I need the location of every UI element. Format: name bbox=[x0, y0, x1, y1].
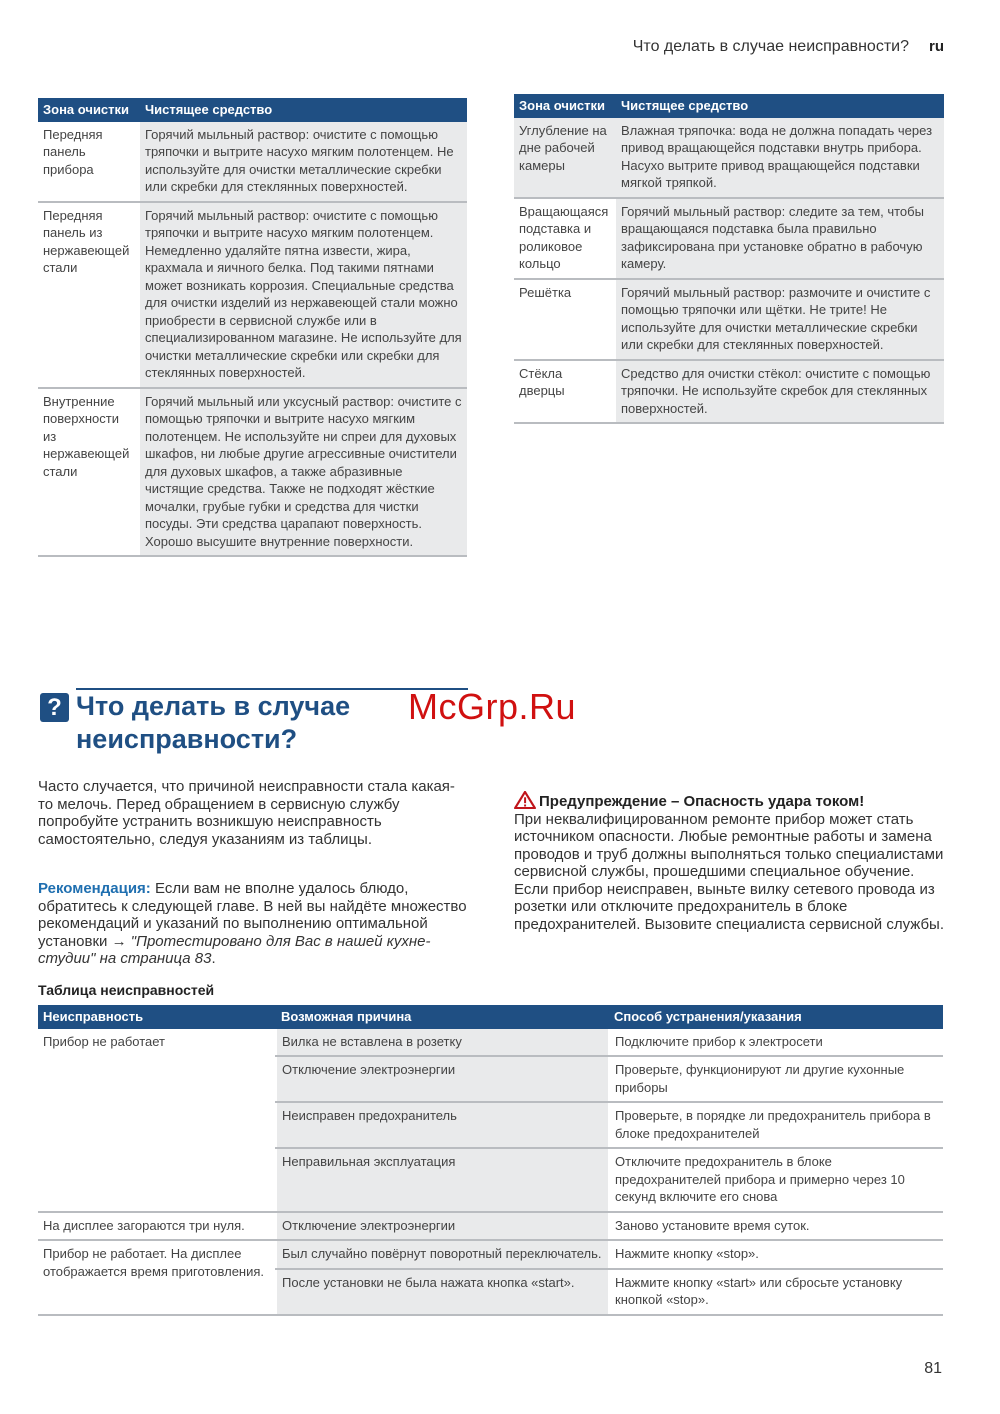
agent-cell: Влажная тряпочка: вода не должна попадать через привод вращающейся подставки внутрь прибора. Насухо вытрите привод вращающейся подставки мягкой тряпкой. bbox=[616, 118, 944, 198]
cause-cell: Неправильная эксплуатация bbox=[276, 1148, 609, 1212]
table-row bbox=[514, 118, 944, 198]
recommendation-end: . bbox=[211, 950, 216, 967]
arrow-icon: → bbox=[111, 932, 127, 950]
column-header-cause: Возможная причина bbox=[276, 1005, 609, 1029]
cause-cell: Неисправен предохранитель bbox=[276, 1102, 609, 1148]
column-header-problem: Неисправность bbox=[38, 1005, 276, 1029]
agent-cell: Горячий мыльный раствор: очистите с помощью тряпочки и вытрите насухо мягким полотенцем. Немедленно удаляйте пятна извести, жира, крахмала и яичного белка. Под такими пятнами может возникать коррозия. Специальные средства для очистки изделий из нержавеющей стали можно приобрести в сервисной службе или в специализированном магазине. Не используйте для очистки металлические скребки или скребки для стеклянных поверхностей. bbox=[140, 202, 467, 388]
problem-cell: На дисплее загораются три нуля. bbox=[38, 1212, 276, 1241]
table-row bbox=[514, 279, 944, 360]
warning-title: Предупреждение – Опасность удара током! bbox=[539, 793, 865, 810]
column-header-agent: Чистящее средство bbox=[140, 98, 467, 122]
cause-cell: Вилка не вставлена в розетку bbox=[276, 1029, 609, 1057]
zone-cell: Внутренние поверхности из нержавеющей стали bbox=[38, 388, 140, 557]
header-language: ru bbox=[929, 38, 944, 55]
table-row bbox=[514, 198, 944, 279]
table-row bbox=[38, 122, 467, 202]
fix-cell: Нажмите кнопку «stop». bbox=[609, 1240, 943, 1269]
fix-cell: Отключите предохранитель в блоке предохранителей прибора и примерно через 10 секунд включите его снова bbox=[609, 1148, 943, 1212]
table-row bbox=[38, 1029, 943, 1057]
cross-reference-link[interactable]: "Протестировано для Вас в нашей кухне-студии" на страница 83 bbox=[38, 932, 431, 967]
table-row bbox=[38, 1240, 943, 1269]
watermark: McGrp.Ru bbox=[408, 686, 577, 727]
cause-cell: Отключение электроэнергии bbox=[276, 1212, 609, 1241]
zone-cell: Решётка bbox=[514, 279, 616, 360]
column-header-zone: Зона очистки bbox=[514, 94, 616, 118]
troubleshooting-heading: Таблица неисправностей bbox=[38, 982, 215, 998]
table-header-row bbox=[514, 94, 944, 118]
troubleshooting-table bbox=[38, 1005, 943, 1316]
agent-cell: Горячий мыльный или уксусный раствор: очистите с помощью тряпочки и вытрите насухо мягким полотенцем. Не используйте ни спреи для духовых шкафов, ни любые другие агрессивные очистители для духовых шкафов, а также абразивные чистящие средства. Также не подходят жёсткие мочалки, грубые губки и средства для чистки посуды. Эти средства царапают поверхность. Хорошо высушите внутренние поверхности. bbox=[140, 388, 467, 557]
fix-cell: Подключите прибор к электросети bbox=[609, 1029, 943, 1057]
zone-cell: Передняя панель из нержавеющей стали bbox=[38, 202, 140, 388]
agent-cell: Средство для очистки стёкол: очистите с помощью тряпочки. Не используйте скребок для стеклянных поверхностей. bbox=[616, 360, 944, 424]
recommendation-paragraph bbox=[38, 880, 468, 968]
column-header-agent: Чистящее средство bbox=[616, 94, 944, 118]
agent-cell: Горячий мыльный раствор: размочите и очистите с помощью тряпочки или щётки. Не трите! Не используйте для очистки металлические скребки или скребки для стеклянных поверхностей. bbox=[616, 279, 944, 360]
warning-icon bbox=[514, 791, 536, 809]
cleaning-table-right bbox=[514, 94, 944, 424]
agent-cell: Горячий мыльный раствор: очистите с помощью тряпочки и вытрите насухо мягким полотенцем. Не используйте для очистки металлические скребки или скребки для стеклянных поверхностей. bbox=[140, 122, 467, 202]
column-header-fix: Способ устранения/указания bbox=[609, 1005, 943, 1029]
fix-cell: Проверьте, в порядке ли предохранитель прибора в блоке предохранителей bbox=[609, 1102, 943, 1148]
question-icon: ? bbox=[40, 693, 69, 722]
section-title-line2: неисправности? bbox=[76, 724, 298, 754]
problem-cell: Прибор не работает bbox=[38, 1029, 276, 1212]
section-title-line1: Что делать в случае bbox=[76, 691, 351, 721]
fix-cell: Нажмите кнопку «start» или сбросьте установку кнопкой «stop». bbox=[609, 1269, 943, 1315]
zone-cell: Передняя панель прибора bbox=[38, 122, 140, 202]
table-header-row bbox=[38, 98, 467, 122]
page-header bbox=[520, 38, 944, 56]
fix-cell: Проверьте, функционируют ли другие кухонные приборы bbox=[609, 1056, 943, 1102]
zone-cell: Стёкла дверцы bbox=[514, 360, 616, 424]
column-header-zone: Зона очистки bbox=[38, 98, 140, 122]
recommendation-text: Если вам не вполне удалось блюдо, обратитесь к следующей главе. В ней вы найдёте множество рекомендаций и указаний по выполнению оптимальной установки bbox=[38, 880, 467, 950]
fix-cell: Заново установите время суток. bbox=[609, 1212, 943, 1241]
recommendation-label: Рекомендация: bbox=[38, 880, 151, 897]
intro-paragraph: Часто случается, что причиной неисправности стала какая-то мелочь. Перед обращением в сервисную службу попробуйте устранить возникшую неисправность самостоятельно, следуя указаниям из таблицы. bbox=[38, 778, 455, 848]
agent-cell: Горячий мыльный раствор: следите за тем, чтобы вращающаяся подставка была правильно зафиксирована при установке обратно в рабочую камеру. bbox=[616, 198, 944, 279]
table-header-row bbox=[38, 1005, 943, 1029]
header-title: Что делать в случае неисправности? bbox=[632, 38, 909, 55]
table-row bbox=[38, 202, 467, 388]
table-row bbox=[38, 1212, 943, 1241]
cleaning-table-left bbox=[38, 98, 467, 557]
problem-cell: Прибор не работает. На дисплее отображается время приготовления. bbox=[38, 1240, 276, 1315]
warning-text: При неквалифицированном ремонте прибор может стать источником опасности. Любые ремонтные работы и замена проводов и труб должны выполняться только специалистами сервисной службы, прошедшими специальное обучение. Если прибор неисправен, выньте вилку сетевого провода из розетки или отключите предохранитель в блоке предохранителей. Вызовите специалиста сервисной службы. bbox=[514, 810, 944, 933]
zone-cell: Углубление на дне рабочей камеры bbox=[514, 118, 616, 198]
cause-cell: После установки не была нажата кнопка «start». bbox=[276, 1269, 609, 1315]
table-row bbox=[514, 360, 944, 424]
zone-cell: Вращающаяся подставка и роликовое кольцо bbox=[514, 198, 616, 279]
table-row bbox=[38, 388, 467, 557]
page-number: 81 bbox=[924, 1360, 942, 1377]
warning-block bbox=[514, 791, 944, 933]
cause-cell: Отключение электроэнергии bbox=[276, 1056, 609, 1102]
cause-cell: Был случайно повёрнут поворотный переключатель. bbox=[276, 1240, 609, 1269]
